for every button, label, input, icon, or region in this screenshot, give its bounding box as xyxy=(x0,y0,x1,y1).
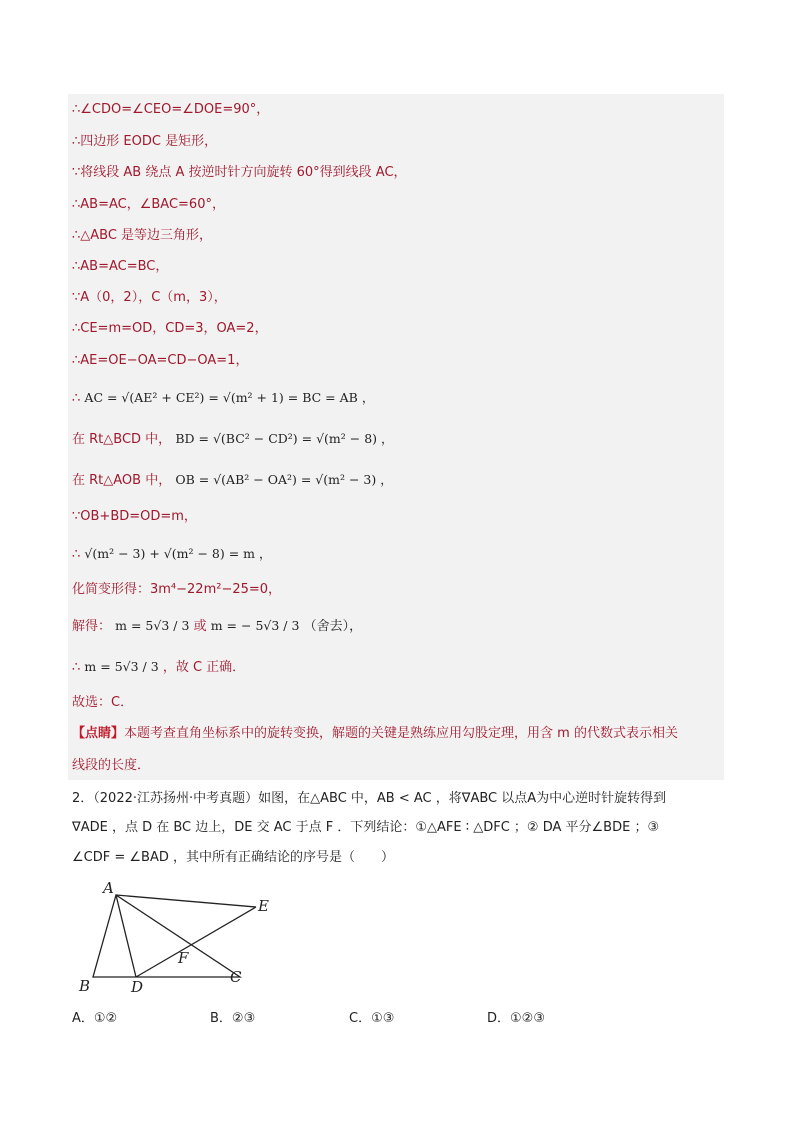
question-line-1: 2．（2022·江苏扬州·中考真题）如图，在△ABC 中，AB < AC ，将∇ABC 以点A为中心逆时针旋转得到 xyxy=(72,791,667,806)
comment-line-1 xyxy=(72,725,678,743)
solution-line-4: ∴AB=AC，∠BAC=60°， xyxy=(72,197,225,212)
solution-line-6: ∴AB=AC=BC， xyxy=(72,259,169,274)
solution-line-13: ∵OB+BD=OD=m， xyxy=(72,509,197,524)
solution-line-12 xyxy=(72,471,393,490)
label-f: F xyxy=(178,949,189,967)
solution-line-16 xyxy=(72,617,362,636)
line-prefix: 在 Rt△BCD 中， xyxy=(72,432,172,447)
solution-line-5: ∴△ABC 是等边三角形， xyxy=(72,228,213,243)
option-b[interactable]: B．②③ xyxy=(210,1011,256,1026)
conclusion-text: ，故 C 正确． xyxy=(162,660,246,675)
solution-line-7: ∵A（0，2），C（m，3）， xyxy=(72,290,227,305)
question-line-2: ∇ADE ，点 D 在 BC 边上，DE 交 AC 于点 F ．下列结论：①△AFE ∶ △DFC ；② DA 平分∠BDE ；③ xyxy=(72,820,660,835)
question-line-3: ∠CDF = ∠BAD ，其中所有正确结论的序号是（ ） xyxy=(72,850,394,865)
solution-line-11 xyxy=(72,430,394,449)
formula-m-final: m = 5√3 / 3 xyxy=(84,659,159,674)
option-a[interactable]: A．①② xyxy=(72,1011,118,1026)
solution-line-1: ∴∠CDO=∠CEO=∠DOE=90°， xyxy=(72,102,270,117)
formula-ob: OB = √(AB² − OA²) = √(m² − 3) ， xyxy=(175,472,393,487)
option-c[interactable]: C．①③ xyxy=(349,1011,395,1026)
solution-line-15: 化简变形得：3m⁴−22m²−25=0， xyxy=(72,582,282,597)
line-prefix: 解得： xyxy=(72,619,112,634)
solution-line-2: ∴四边形 EODC 是矩形， xyxy=(72,134,218,149)
formula-ac: AC = √(AE² + CE²) = √(m² + 1) = BC = AB ， xyxy=(84,390,375,405)
line-prefix: ∴ xyxy=(72,391,81,406)
rejected-note: （舍去）， xyxy=(303,619,363,634)
formula-equation: √(m² − 3) + √(m² − 8) = m ， xyxy=(84,546,272,561)
solution-line-17 xyxy=(72,658,245,677)
solution-line-10 xyxy=(72,389,374,408)
formula-m2: m = − 5√3 / 3 xyxy=(210,618,300,633)
label-e: E xyxy=(258,897,269,915)
solution-line-18: 故选：C． xyxy=(72,695,134,710)
line-prefix: ∴ xyxy=(72,547,81,562)
solution-line-14 xyxy=(72,545,272,564)
label-c: C xyxy=(230,968,242,986)
solution-line-8: ∴CE=m=OD，CD=3，OA=2， xyxy=(72,321,268,336)
label-b: B xyxy=(79,977,91,995)
line-prefix: ∴ xyxy=(72,660,81,675)
comment-text: 本题考查直角坐标系中的旋转变换，解题的关键是熟练应用勾股定理，用含 m 的代数式表示相关 xyxy=(124,726,678,741)
comment-tag: 【点睛】 xyxy=(72,726,125,741)
solution-line-9: ∴AE=OE−OA=CD−OA=1， xyxy=(72,353,249,368)
or-word: 或 xyxy=(193,619,207,634)
line-prefix: 在 Rt△AOB 中， xyxy=(72,473,172,488)
solution-line-3: ∵将线段 AB 绕点 A 按逆时针方向旋转 60°得到线段 AC， xyxy=(72,165,407,180)
geometry-figure xyxy=(72,876,292,998)
label-a: A xyxy=(103,879,114,897)
formula-bd: BD = √(BC² − CD²) = √(m² − 8) ， xyxy=(175,431,394,446)
option-d[interactable]: D．①②③ xyxy=(487,1011,545,1026)
comment-line-2: 线段的长度． xyxy=(72,758,151,773)
formula-m1: m = 5√3 / 3 xyxy=(115,618,190,633)
label-d: D xyxy=(131,978,144,996)
